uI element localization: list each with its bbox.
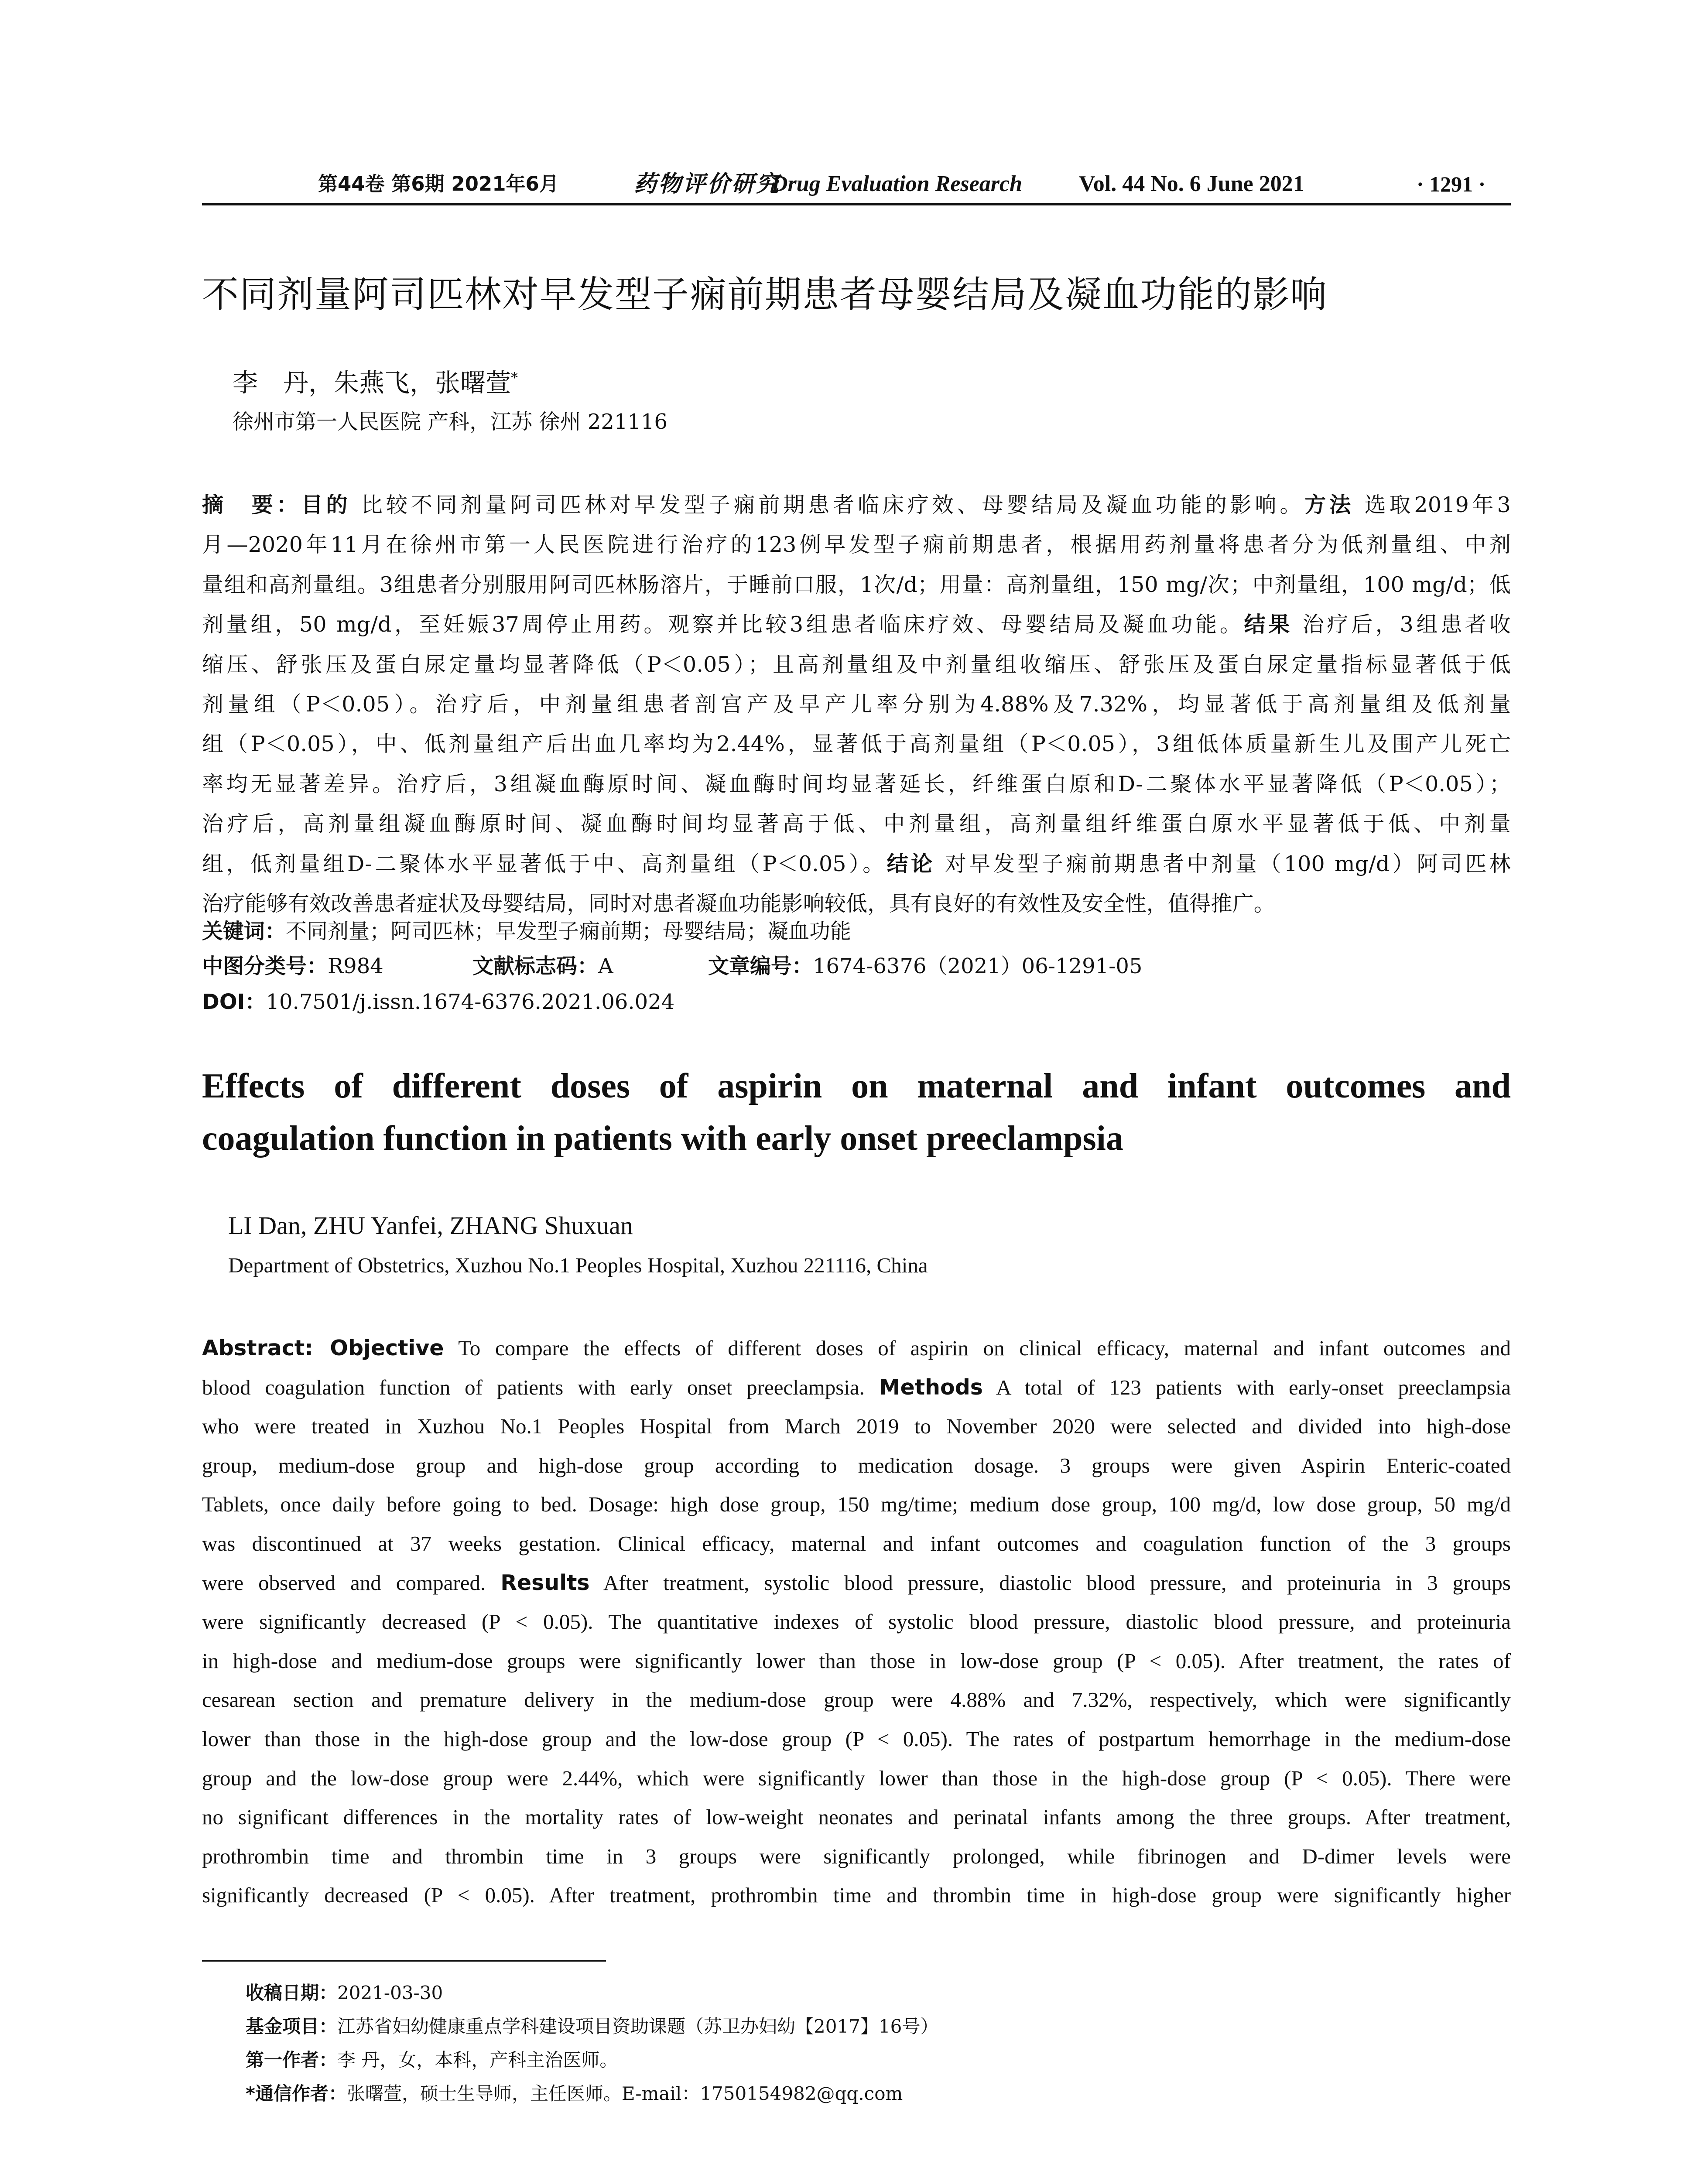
- running-header: [202, 171, 1511, 197]
- abstract-en-line: [202, 1329, 1511, 1368]
- doi-line: [202, 987, 674, 1017]
- doc-value: A: [598, 954, 613, 978]
- abstract-cn-line: [202, 485, 1511, 525]
- affiliation-en: Department of Obstetrics, Xuzhou No.1 Peoples Hospital, Xuzhou 221116, China: [228, 1253, 928, 1277]
- journal-page: [202, 0, 1511, 2181]
- abstract-cn-text: 剂量组（P＜0.05）。治疗后，中剂量组患者剖宫产及早产儿率分别为4.88%及7.32%，均显著低于高剂量组及低剂量: [202, 691, 1511, 717]
- footnote-item: [246, 2010, 938, 2043]
- title-en-line-2: coagulation function in patients with early onset preeclampsia: [202, 1119, 1123, 1158]
- abstract-en-line: [202, 1641, 1511, 1681]
- abstract-en-line: [202, 1485, 1511, 1524]
- keywords-label: 关键词：: [202, 919, 286, 944]
- abstract-cn-line: [202, 565, 1511, 605]
- abstract-en-line: [202, 1798, 1511, 1837]
- footnote-item: [246, 2077, 938, 2110]
- article-number: [708, 951, 1142, 981]
- abstract-cn-line: [202, 844, 1511, 884]
- affiliation-cn: 徐州市第一人民医院 产科，江苏 徐州 221116: [233, 410, 668, 434]
- abstract-en-text: were significantly decreased (P < 0.05). The quantitative indexes of systolic blood pressure, diastolic blood pressure, and proteinuria: [202, 1610, 1511, 1634]
- abstract-cn-text: 缩压、舒张压及蛋白尿定量均显著降低（P＜0.05）；且高剂量组及中剂量组收缩压、舒张压及蛋白尿定量指标显著低于低: [202, 652, 1511, 677]
- abstract-en-line: [202, 1837, 1511, 1876]
- header-rule: [202, 203, 1511, 205]
- abstract-en-text: group, medium-dose group and high-dose group according to medication dosage. 3 groups were given Aspirin Enteric-coated: [202, 1453, 1511, 1477]
- keywords-value: 不同剂量；阿司匹林；早发型子痫前期；母婴结局；凝血功能: [286, 919, 852, 944]
- clc-value: R984: [328, 954, 383, 978]
- abstract-en-line: [202, 1446, 1511, 1485]
- abstract-en-text: blood coagulation function of patients with early onset preeclampsia.: [202, 1375, 879, 1399]
- abstract-en-heading: Results: [500, 1570, 590, 1595]
- abstract-cn-line: [202, 804, 1511, 844]
- footnote-label: 收稿日期：: [246, 1982, 338, 2003]
- abstract-cn-text: 选取2019年3: [1354, 492, 1511, 517]
- authors-en: LI Dan, ZHU Yanfei, ZHANG Shuxuan: [228, 1211, 633, 1240]
- abstract-cn-text: 量组和高剂量组。3组患者分别服用阿司匹林肠溶片，于睡前口服，1次/d；用量：高剂量组，150 mg/次；中剂量组，100 mg/d；低: [202, 572, 1511, 597]
- footnote-label: 第一作者：: [246, 2049, 338, 2071]
- abstract-cn-text: 月—2020年11月在徐州市第一人民医院进行治疗的123例早发型子痫前期患者，根据用药剂量将患者分为低剂量组、中剂: [202, 532, 1511, 557]
- abstract-en-text: was discontinued at 37 weeks gestation. Clinical efficacy, maternal and infant outcomes and coagulation function of the 3 groups: [202, 1531, 1511, 1555]
- footnote-value: 张曙萱，硕士生导师，主任医师。E-mail：1750154982@qq.com: [346, 2083, 903, 2104]
- header-journal-cn: 药物评价研究: [634, 171, 781, 197]
- abstract-en-line: [202, 1563, 1511, 1603]
- abstract-en-text: A total of 123 patients with early-onset preeclampsia: [982, 1375, 1511, 1399]
- clc-label: 中图分类号：: [202, 954, 328, 978]
- abstract-cn-label: 摘 要：: [202, 492, 301, 517]
- title-en-line-1: Effects of different doses of aspirin on maternal and infant outcomes and: [202, 1067, 1511, 1105]
- footnote-value: 江苏省妇幼健康重点学科建设项目资助课题（苏卫办妇幼【2017】16号）: [337, 2016, 939, 2037]
- abstract-cn-line: [202, 525, 1511, 564]
- classification-line: [202, 951, 383, 981]
- authors-cn: [233, 360, 518, 400]
- abstract-en-line: [202, 1407, 1511, 1446]
- footnote-value: 李 丹，女，本科，产科主治医师。: [337, 2049, 618, 2071]
- abstract-en-line: [202, 1602, 1511, 1641]
- abstract-en-heading: Abstract: Objective: [202, 1336, 444, 1361]
- abstract-cn-heading: 方法: [1304, 492, 1355, 517]
- footnote-label: *通信作者：: [246, 2083, 347, 2104]
- abstract-cn-text: 治疗后，3组患者收: [1293, 612, 1511, 637]
- article-value: 1674-6376（2021）06-1291-05: [813, 954, 1143, 978]
- abstract-en-text: were observed and compared.: [202, 1570, 501, 1595]
- abstract-en-text: significantly decreased (P < 0.05). After treatment, prothrombin time and thrombin time in high-dose group were significantly higher: [202, 1883, 1511, 1908]
- doi-label: DOI：: [202, 990, 266, 1014]
- abstract-cn-heading: 结论: [887, 851, 935, 876]
- doc-code: [472, 951, 613, 981]
- abstract-en: [202, 1329, 1511, 1915]
- abstract-en-line: [202, 1524, 1511, 1563]
- abstract-cn-heading: 目的: [301, 492, 351, 517]
- footnote-item: [246, 2043, 938, 2077]
- abstract-en-text: lower than those in the high-dose group and the low-dose group (P < 0.05). The rates of postpartum hemorrhage in the medium-dose: [202, 1726, 1511, 1751]
- footnote-rule: [202, 1960, 606, 1962]
- abstract-en-text: To compare the effects of different doses of aspirin on clinical efficacy, maternal and infant outcomes and: [444, 1336, 1511, 1360]
- abstract-en-text: After treatment, systolic blood pressure, diastolic blood pressure, and proteinuria in 3 groups: [589, 1570, 1511, 1595]
- doi-value: 10.7501/j.issn.1674-6376.2021.06.024: [266, 990, 675, 1014]
- footnote-value: 2021-03-30: [337, 1982, 443, 2003]
- abstract-en-text: group and the low-dose group were 2.44%, which were significantly lower than those in the high-dose group (P < 0.05). There were: [202, 1766, 1511, 1790]
- abstract-cn-text: 组，低剂量组D-二聚体水平显著低于中、高剂量组（P＜0.05）。: [202, 851, 887, 876]
- abstract-en-text: Tablets, once daily before going to bed. Dosage: high dose group, 150 mg/time; medium dose group, 100 mg/d, low dose group, 50 mg/d: [202, 1492, 1511, 1517]
- abstract-en-text: prothrombin time and thrombin time in 3 groups were significantly prolonged, while fibrinogen and D-dimer levels were: [202, 1844, 1511, 1868]
- doc-label: 文献标志码：: [472, 954, 599, 978]
- abstract-cn-text: 率均无显著差异。治疗后，3组凝血酶原时间、凝血酶时间均显著延长，纤维蛋白原和D-二聚体水平显著降低（P＜0.05）；: [202, 771, 1511, 797]
- abstract-cn-line: [202, 684, 1511, 724]
- abstract-cn-text: 剂量组，50 mg/d，至妊娠37周停止用药。观察并比较3组患者临床疗效、母婴结局及凝血功能。: [202, 612, 1244, 637]
- article-label: 文章编号：: [708, 954, 813, 978]
- abstract-cn-text: 比较不同剂量阿司匹林对早发型子痫前期患者临床疗效、母婴结局及凝血功能的影响。: [351, 492, 1305, 517]
- footnote-label: 基金项目：: [246, 2016, 338, 2037]
- abstract-en-text: cesarean section and premature delivery in the medium-dose group were 4.88% and 7.32%, respectively, which were significantly: [202, 1688, 1511, 1712]
- title-en: [202, 1060, 1511, 1165]
- abstract-cn-heading: 结果: [1244, 612, 1293, 637]
- abstract-cn-text: 治疗能够有效改善患者症状及母婴结局，同时对患者凝血功能影响较低，具有良好的有效性及安全性，值得推广。: [202, 891, 1276, 916]
- title-cn: 不同剂量阿司匹林对早发型子痫前期患者母婴结局及凝血功能的影响: [202, 273, 1328, 316]
- keywords-cn: [202, 916, 851, 947]
- corresponding-mark: *: [511, 369, 518, 386]
- abstract-en-heading: Methods: [879, 1374, 983, 1400]
- header-journal-en: Drug Evaluation Research: [771, 171, 1022, 196]
- abstract-cn-text: 对早发型子痫前期患者中剂量（100 mg/d）阿司匹林: [935, 851, 1511, 876]
- abstract-en-line: [202, 1720, 1511, 1759]
- abstract-cn-line: [202, 764, 1511, 804]
- header-page-number: · 1291 ·: [1417, 172, 1486, 196]
- abstract-cn-line: [202, 605, 1511, 644]
- footnotes: [246, 1976, 938, 2110]
- abstract-cn-text: 治疗后，高剂量组凝血酶原时间、凝血酶时间均显著高于低、中剂量组，高剂量组纤维蛋白原水平显著低于低、中剂量: [202, 811, 1511, 837]
- abstract-en-text: no significant differences in the mortality rates of low-weight neonates and perinatal infants among the three groups. After treatment,: [202, 1805, 1511, 1829]
- header-volume-en: Vol. 44 No. 6 June 2021: [1079, 171, 1304, 196]
- abstract-en-text: in high-dose and medium-dose groups were significantly lower than those in low-dose group (P < 0.05). After treatment, the rates of: [202, 1648, 1511, 1673]
- abstract-en-line: [202, 1680, 1511, 1720]
- abstract-cn: [202, 485, 1511, 923]
- footnote-item: [246, 1976, 938, 2010]
- abstract-en-text: who were treated in Xuzhou No.1 Peoples Hospital from March 2019 to November 2020 were selected and divided into high-dose: [202, 1414, 1511, 1439]
- abstract-en-line: [202, 1876, 1511, 1915]
- abstract-cn-text: 组（P＜0.05），中、低剂量组产后出血几率均为2.44%，显著低于高剂量组（P＜0.05），3组低体质量新生儿及围产儿死亡: [202, 732, 1511, 757]
- abstract-en-line: [202, 1368, 1511, 1407]
- header-volume-cn: 第44卷 第6期 2021年6月: [318, 172, 559, 195]
- authors-cn-names: 李 丹，朱燕飞，张曙萱: [233, 368, 511, 398]
- abstract-cn-line: [202, 724, 1511, 764]
- abstract-en-line: [202, 1759, 1511, 1798]
- abstract-cn-line: [202, 645, 1511, 684]
